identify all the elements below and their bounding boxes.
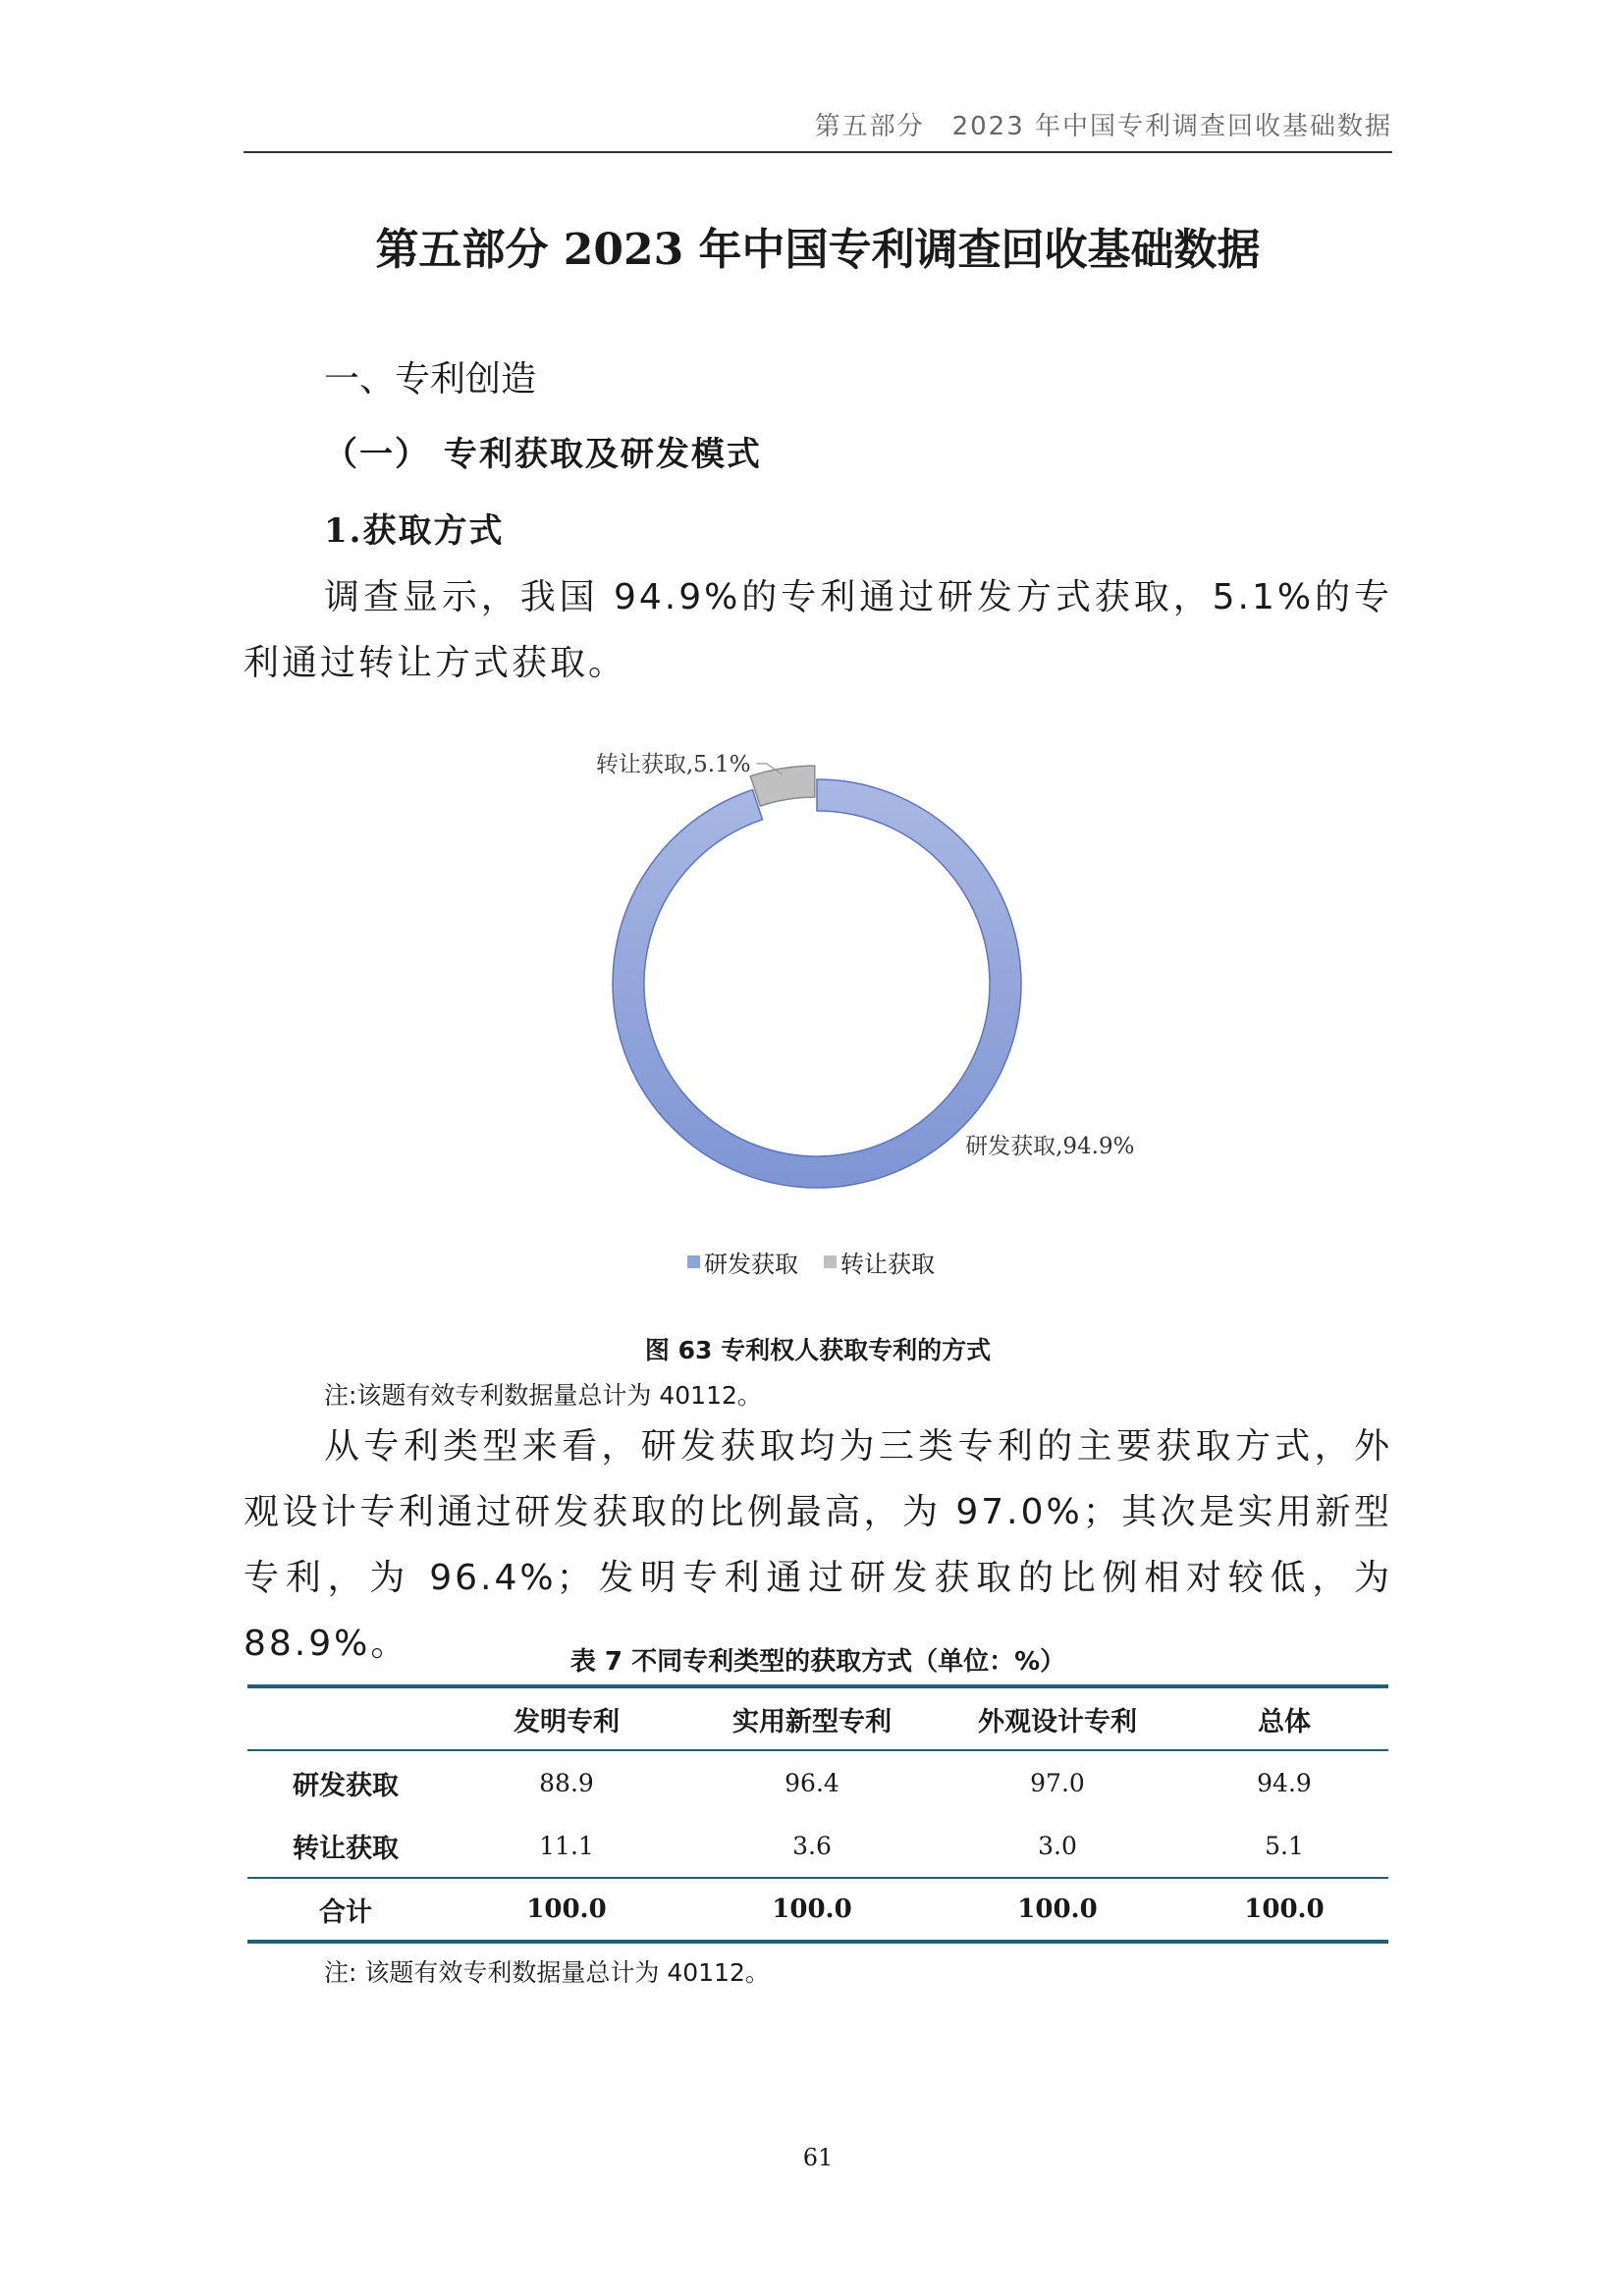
figure-caption: 图 63 专利权人获取专利的方式 xyxy=(644,1336,992,1364)
legend-item-transfer xyxy=(824,1245,935,1279)
table-note: 注: 该题有效专利数据量总计为 40112。 xyxy=(324,1958,770,1987)
table-header-cell: 总体 xyxy=(1180,1686,1388,1750)
legend-item-rd xyxy=(687,1245,798,1279)
legend-label-rd: 研发获取 xyxy=(704,1251,798,1278)
data-label-transfer: 转让获取,5.1% xyxy=(595,751,751,777)
table-row xyxy=(247,1750,1388,1814)
figure-note: 注:该题有效专利数据量总计为 40112。 xyxy=(324,1381,762,1410)
section-heading-3: 1.获取方式 xyxy=(324,511,505,551)
table-total-cell: 100.0 xyxy=(935,1878,1180,1942)
table-cell: 97.0 xyxy=(1030,1768,1085,1797)
table-cell: 88.9 xyxy=(539,1768,594,1797)
table-caption: 表 7 不同专利类型的获取方式（单位：%） xyxy=(569,1647,1066,1677)
page-title: 第五部分 2023 年中国专利调查回收基础数据 xyxy=(375,225,1261,275)
acquisition-table xyxy=(247,1684,1388,1944)
table-cell: 3.6 xyxy=(792,1831,832,1860)
table-header-cell: 实用新型专利 xyxy=(689,1686,935,1750)
table-total-cell: 100.0 xyxy=(689,1878,935,1942)
page-number: 61 xyxy=(802,2144,834,2171)
section-heading-2: （一） 专利获取及研发模式 xyxy=(324,435,762,474)
table-total-cell: 100.0 xyxy=(1180,1878,1388,1942)
table-header-cell xyxy=(247,1686,444,1750)
table-total-row xyxy=(247,1878,1388,1942)
table-cell: 94.9 xyxy=(1257,1768,1312,1797)
table-cell: 96.4 xyxy=(785,1768,839,1797)
paragraph-type-comparison: 从专利类型来看，研发获取均为三类专利的主要获取方式，外观设计专利通过研发获取的比例最高，为 97.0%；其次是实用新型专利，为 96.4%；发明专利通过研发获取的比例相对较低，为 88.9%。 xyxy=(244,1426,1392,1664)
table-cell: 5.1 xyxy=(1265,1831,1304,1860)
section-heading-1: 一、专利创造 xyxy=(324,359,537,400)
running-header: 第五部分 2023 年中国专利调查回收基础数据 xyxy=(814,112,1392,141)
table-header-cell: 发明专利 xyxy=(444,1686,689,1750)
table-row xyxy=(247,1814,1388,1878)
legend-swatch-transfer xyxy=(824,1255,837,1268)
legend-swatch-rd xyxy=(687,1255,700,1268)
data-label-rd: 研发获取,94.9% xyxy=(965,1134,1135,1160)
table-total-cell: 100.0 xyxy=(444,1878,689,1942)
legend-label-transfer: 转让获取 xyxy=(840,1251,935,1278)
table-cell: 11.1 xyxy=(539,1831,594,1860)
table-row-label: 研发获取 xyxy=(293,1770,399,1801)
paragraph-acquisition-summary: 调查显示，我国 94.9%的专利通过研发方式获取，5.1%的专利通过转让方式获取。 xyxy=(244,577,1392,683)
donut-slice-rd xyxy=(613,779,1021,1188)
table-cell: 3.0 xyxy=(1038,1831,1077,1860)
table-header-cell: 外观设计专利 xyxy=(935,1686,1180,1750)
table-row-label: 转让获取 xyxy=(293,1833,399,1864)
donut-chart xyxy=(461,726,1149,1217)
table-header-row xyxy=(247,1686,1388,1750)
table-total-label: 合计 xyxy=(247,1878,444,1942)
chart-legend xyxy=(687,1245,935,1279)
header-rule xyxy=(244,151,1392,153)
donut-slice-transfer xyxy=(750,766,815,806)
